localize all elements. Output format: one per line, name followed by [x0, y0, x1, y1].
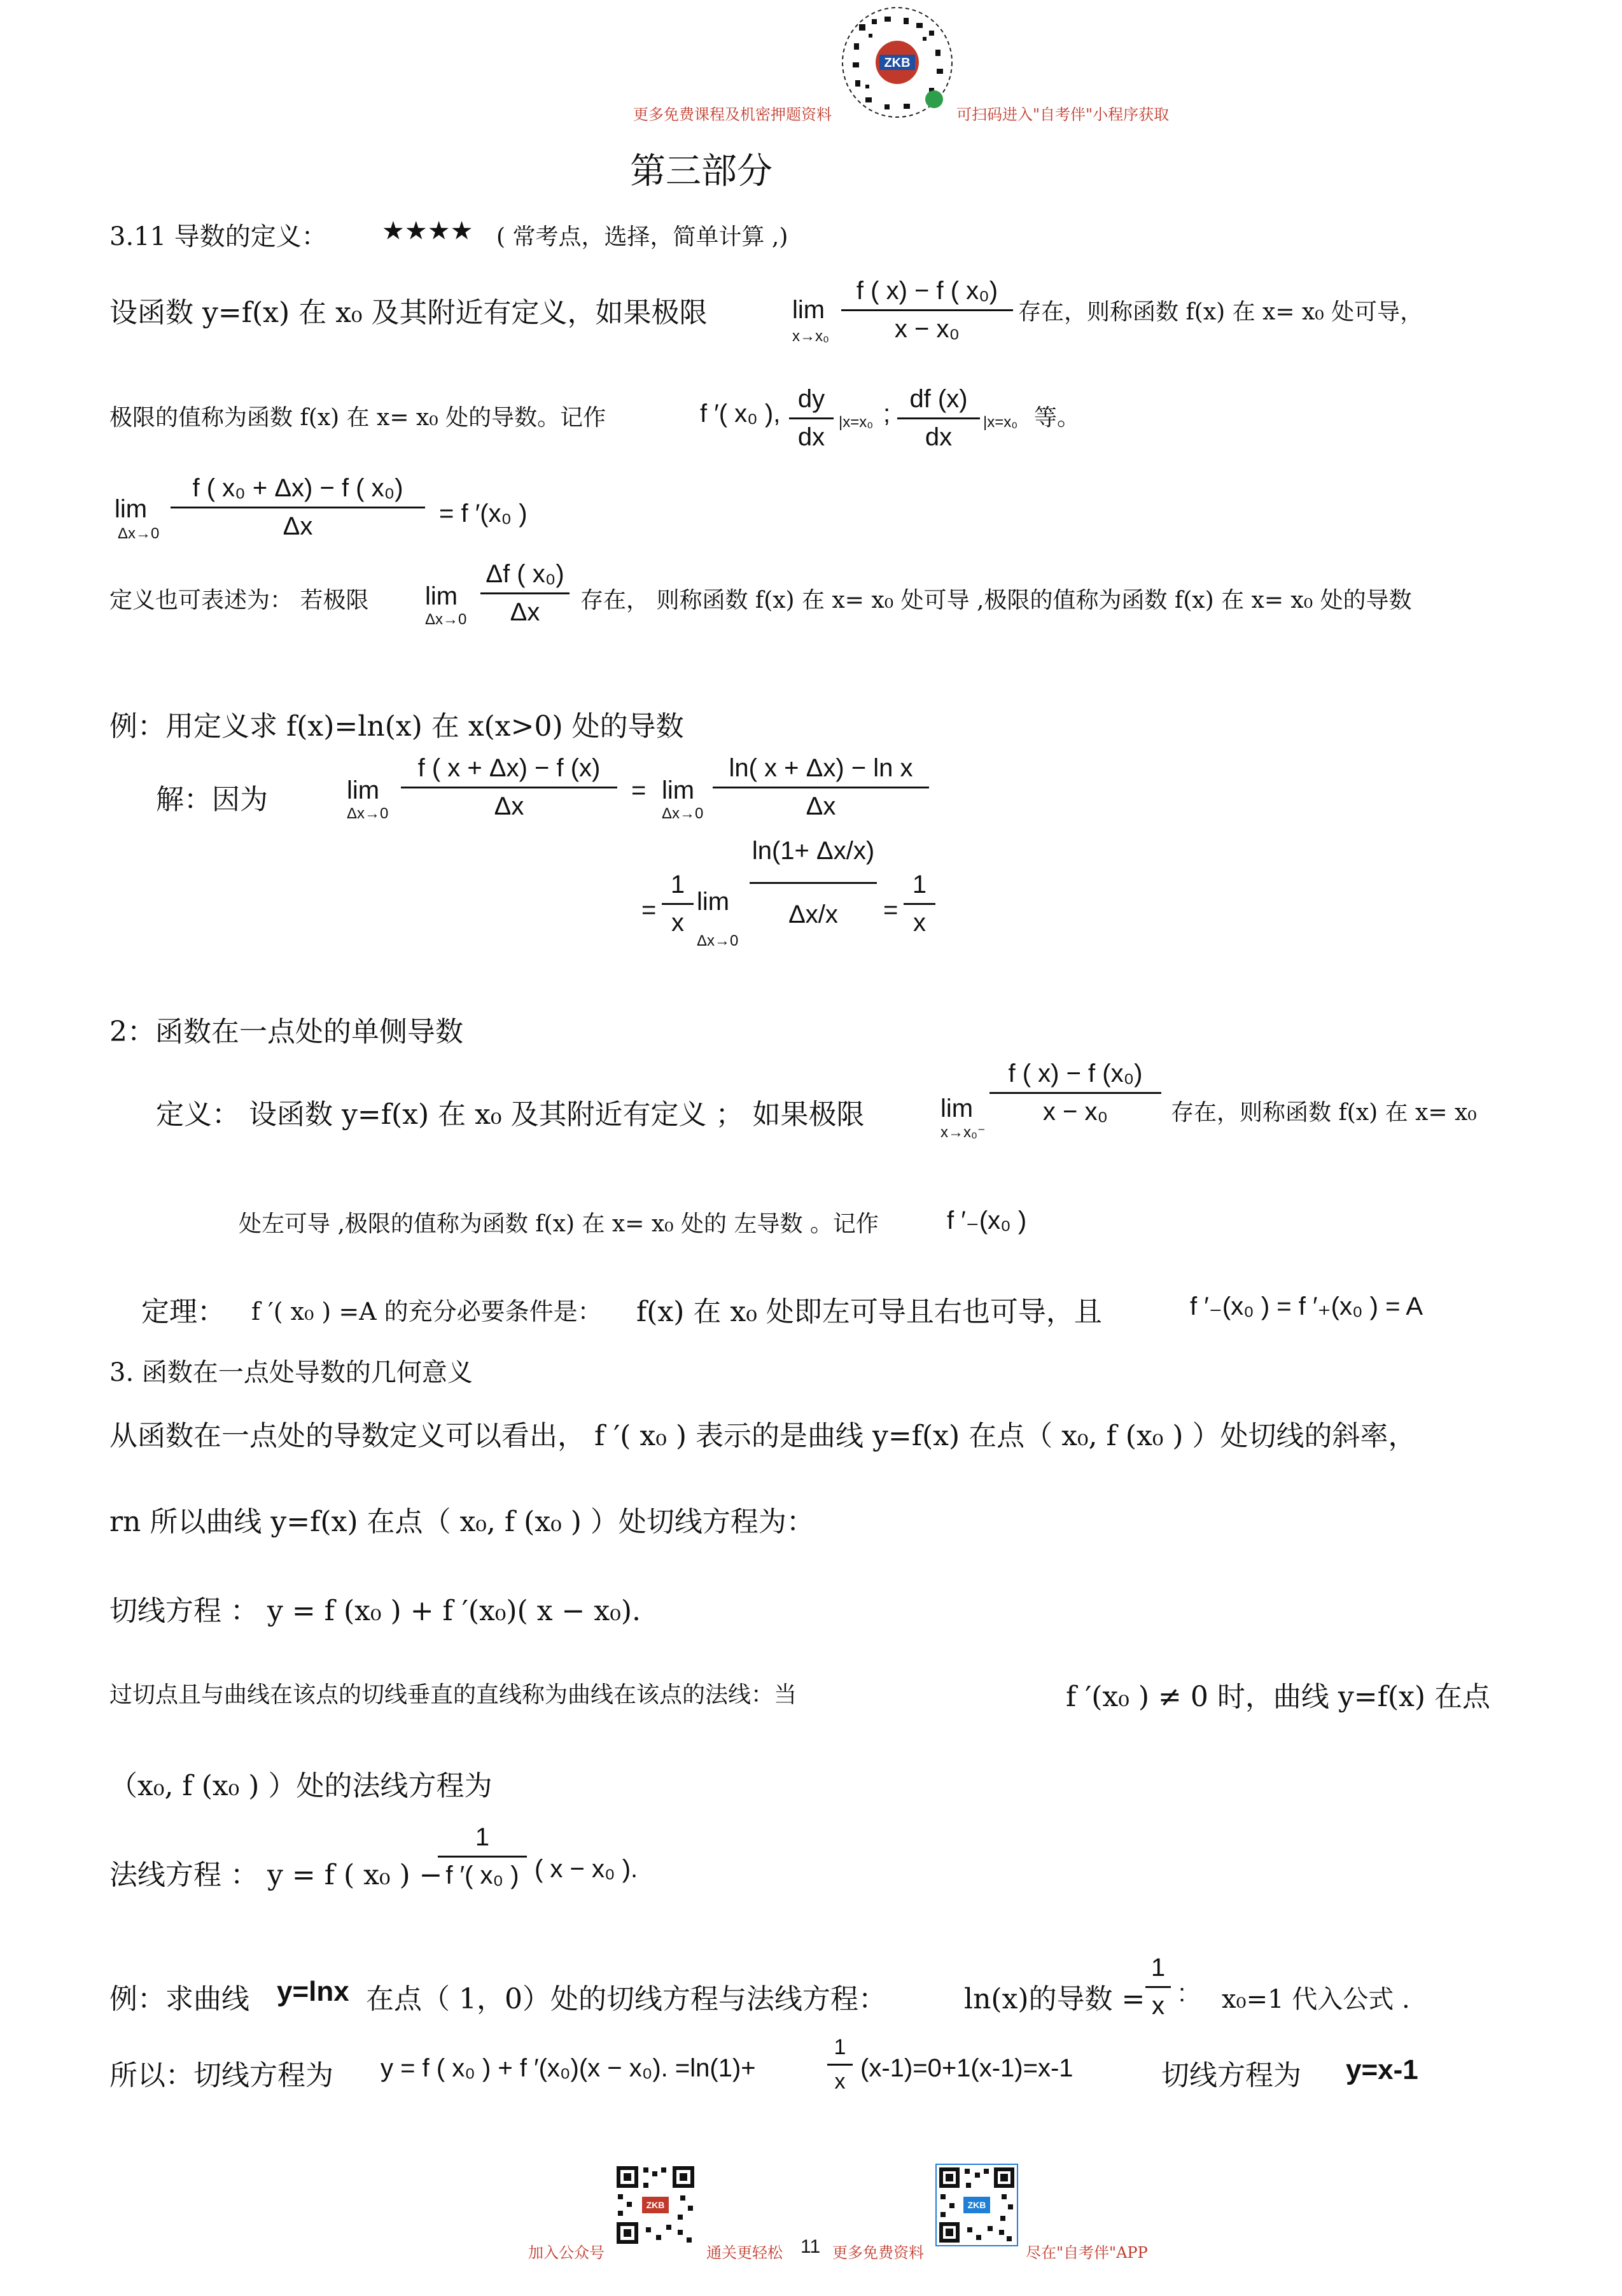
x-denominator: x	[671, 909, 684, 937]
eval-bar-1: |x=x₀	[839, 414, 874, 431]
delta-quotient	[480, 560, 570, 627]
example2-curve: y=lnx	[277, 1976, 349, 2007]
onesided-quotient	[989, 1060, 1161, 1126]
lim-operator-4: lim	[347, 776, 380, 804]
definition-line1-prefix: 设函数 y=f(x) 在 x₀ 及其附近有定义，如果极限	[109, 297, 708, 329]
example2-result: y=x-1	[1346, 2054, 1418, 2085]
example2-derivative: ln(x)的导数 =	[964, 1983, 1145, 2015]
onesided-denominator: x − x₀	[1042, 1098, 1108, 1126]
lim-operator-7: lim	[940, 1095, 974, 1123]
lim-operator-6: lim	[697, 888, 730, 916]
definition-line2-prefix: 极限的值称为函数 f(x) 在 x= x₀ 处的导数。记作	[109, 405, 606, 431]
header-left-text: 更多免费课程及机密押题资料	[633, 106, 832, 123]
left-derivative-notation: f ′₋(x₀ )	[947, 1207, 1027, 1235]
lim-operator-5: lim	[662, 776, 695, 804]
ln-numerator: ln(1+ Δx/x)	[752, 837, 875, 865]
equals-1: =	[631, 776, 647, 804]
example1-denominator-1: Δx	[494, 792, 524, 820]
increment-rhs: = f ′(x₀ )	[439, 500, 528, 528]
normal-intro-right: f ′(x₀ ) ≠ 0 时，曲线 y=f(x) 在点	[1066, 1681, 1490, 1713]
svg-text:ZKB: ZKB	[646, 2200, 665, 2210]
delta-numerator: Δf ( x₀)	[486, 560, 564, 588]
result-denominator: x	[913, 909, 926, 937]
solution-prefix: 解：因为	[156, 783, 268, 816]
example1-denominator-2: Δx	[806, 792, 836, 820]
example2-statement-c: 在点（ 1，0）处的切线方程与法线方程：	[366, 1983, 886, 2015]
dx-2: dx	[925, 423, 953, 451]
geometry-line1: 从函数在一点处的导数定义可以看出， f ′( x₀ ) 表示的是曲线 y=f(x) 在点（ x₀, f (x₀ ) ）处切线的斜率，	[109, 1420, 1416, 1452]
example2-x0: x₀=1 代入公式 .	[1222, 1985, 1410, 2014]
equals-2: =	[641, 896, 657, 924]
section-heading: 3.11 导数的定义：	[109, 222, 327, 251]
lim-subscript-2: Δx→0	[118, 525, 160, 542]
increment-quotient	[171, 474, 425, 541]
lim-operator-3: lim	[425, 582, 458, 610]
normal-equation-prefix: 法线方程 ： y = f ( x₀ ) −	[109, 1859, 443, 1891]
lim-subscript-3: Δx→0	[425, 611, 467, 628]
delta-denominator: Δx	[510, 598, 540, 626]
definition-line1-suffix: 存在，则称函数 f(x) 在 x= x₀ 处可导，	[1018, 299, 1423, 325]
df-dx-fraction	[897, 385, 980, 452]
example2-calc-denominator: x	[834, 2069, 846, 2094]
tangent-equation: 切线方程 ： y = f (x₀ ) + f ′(x₀)( x − x₀).	[109, 1595, 641, 1627]
derivative-notation: f ′( x₀ ),	[700, 400, 781, 428]
svg-text:ZKB: ZKB	[967, 2200, 986, 2210]
example2-calculation: y = f ( x₀ ) + f ′(x₀)(x − x₀). =ln(1)+	[381, 2054, 756, 2082]
theorem-prefix: 定理：	[141, 1296, 225, 1328]
onesided-numerator: f ( x) − f (x₀)	[1008, 1060, 1143, 1088]
importance-stars: ★★★★	[382, 216, 473, 246]
equals-3: =	[883, 896, 898, 924]
example1-quotient-1	[401, 754, 617, 821]
example1-statement: 例：用定义求 f(x)=ln(x) 在 x(x>0) 处的导数	[109, 710, 684, 743]
geometry-line2: rn 所以曲线 y=f(x) 在点（ x₀, f (x₀ ) ）处切线方程为：	[109, 1506, 814, 1538]
page-number: 11	[801, 2236, 821, 2257]
footer-left-text: 加入公众号	[528, 2244, 605, 2262]
dy: dy	[797, 385, 825, 413]
example2-derivative-fraction	[1145, 1954, 1171, 2020]
lim-subscript-7: x→x₀⁻	[940, 1124, 986, 1141]
app-qr-code-icon[interactable]	[935, 2164, 1018, 2246]
increment-numerator: f ( x₀ + Δx) − f ( x₀)	[192, 474, 403, 502]
footer-right-text: 尽在"自考伴"APP	[1026, 2244, 1148, 2262]
example1-numerator-1: f ( x + Δx) − f (x)	[417, 754, 601, 782]
svg-text:ZKB: ZKB	[884, 56, 911, 70]
df: df (x)	[909, 385, 968, 413]
example2-calc-numerator: 1	[834, 2035, 846, 2059]
lim-operator-2: lim	[115, 495, 148, 523]
semicolon: ;	[883, 400, 891, 428]
quotient-numerator: f ( x) − f ( x₀)	[856, 277, 998, 305]
footer-mid-text-2: 更多免费资料	[832, 2244, 924, 2262]
example2-derivative-numerator: 1	[1150, 1954, 1166, 1982]
example2-so: 所以：切线方程为	[109, 2059, 333, 2092]
footer-mid-text-1: 通关更轻松	[706, 2244, 783, 2262]
example2-calc-fraction	[827, 2035, 853, 2094]
increment-denominator: Δx	[283, 512, 313, 540]
theorem-part-a: f ′( x₀ ) =A 的充分必要条件是：	[251, 1298, 602, 1326]
lim-operator: lim	[792, 296, 825, 324]
geometry-heading: 3. 函数在一点处导数的几何意义	[109, 1358, 473, 1387]
normal-denominator: f ′( x₀ )	[445, 1861, 519, 1889]
theorem-part-c: f ′₋(x₀ ) = f ′₊(x₀ ) = A	[1190, 1292, 1423, 1320]
section-note: ( 常考点，选择，简单计算 ,)	[496, 224, 788, 250]
quotient-denominator: x − x₀	[894, 315, 960, 343]
example1-quotient-2	[713, 754, 929, 821]
lim-subscript-6: Δx→0	[697, 932, 739, 949]
one-numerator: 1	[670, 871, 685, 899]
header-qr-code-icon[interactable]	[840, 5, 954, 120]
example2-calc-tail: (x-1)=0+1(x-1)=x-1	[860, 2054, 1073, 2082]
onesided-heading: 2：函数在一点处的单侧导数	[109, 1016, 463, 1048]
normal-numerator: 1	[475, 1823, 490, 1851]
header-right-text: 可扫码进入"自考伴"小程序获取	[956, 106, 1170, 123]
derivative-quotient	[841, 277, 1013, 344]
example2-statement-a: 例：求曲线	[109, 1983, 249, 2015]
lim-subscript-5: Δx→0	[662, 805, 704, 822]
normal-equation-suffix: ( x − x₀ ).	[535, 1855, 638, 1883]
onesided-line2: 处左可导 ,极限的值称为函数 f(x) 在 x= x₀ 处的 左导数 。记作	[239, 1211, 879, 1237]
normal-point: （x₀, f (x₀ ) ）处的法线方程为	[109, 1770, 493, 1802]
definition-line2-suffix: 等。	[1034, 405, 1080, 431]
ln-quotient	[750, 837, 877, 929]
lim-subscript-4: Δx→0	[347, 805, 389, 822]
definition-line4-suffix: 存在， 则称函数 f(x) 在 x= x₀ 处可导 ,极限的值称为函数 f(x) 在 x= x₀ 处的导数	[580, 587, 1412, 613]
page-title: 第三部分	[630, 151, 773, 192]
result-fraction	[904, 871, 935, 937]
wechat-qr-code-icon[interactable]	[614, 2164, 697, 2246]
result-numerator: 1	[912, 871, 927, 899]
example1-numerator-2: ln( x + Δx) − ln x	[729, 754, 913, 782]
eval-bar-2: |x=x₀	[983, 414, 1018, 431]
definition-line4-prefix: 定义也可表述为： 若极限	[109, 587, 369, 613]
normal-intro-left: 过切点且与曲线在该点的切线垂直的直线称为曲线在该点的法线：当	[109, 1682, 797, 1708]
example2-derivative-denominator: x	[1152, 1992, 1164, 2020]
example2-colon: :	[1178, 1979, 1186, 2007]
lim-subscript: x→x₀	[792, 328, 829, 345]
theorem-part-b: f(x) 在 x₀ 处即左可导且右也可导，且	[636, 1296, 1102, 1328]
example2-result-label: 切线方程为	[1161, 2059, 1301, 2092]
onesided-definition-suffix: 存在，则称函数 f(x) 在 x= x₀	[1171, 1100, 1477, 1126]
onesided-definition-prefix: 定义： 设函数 y=f(x) 在 x₀ 及其附近有定义 ； 如果极限	[156, 1098, 865, 1131]
one-over-x	[662, 871, 694, 937]
dx: dx	[797, 423, 825, 451]
dy-dx-fraction	[789, 385, 834, 452]
ln-denominator: Δx/x	[788, 900, 838, 928]
normal-slope-fraction	[438, 1823, 527, 1890]
